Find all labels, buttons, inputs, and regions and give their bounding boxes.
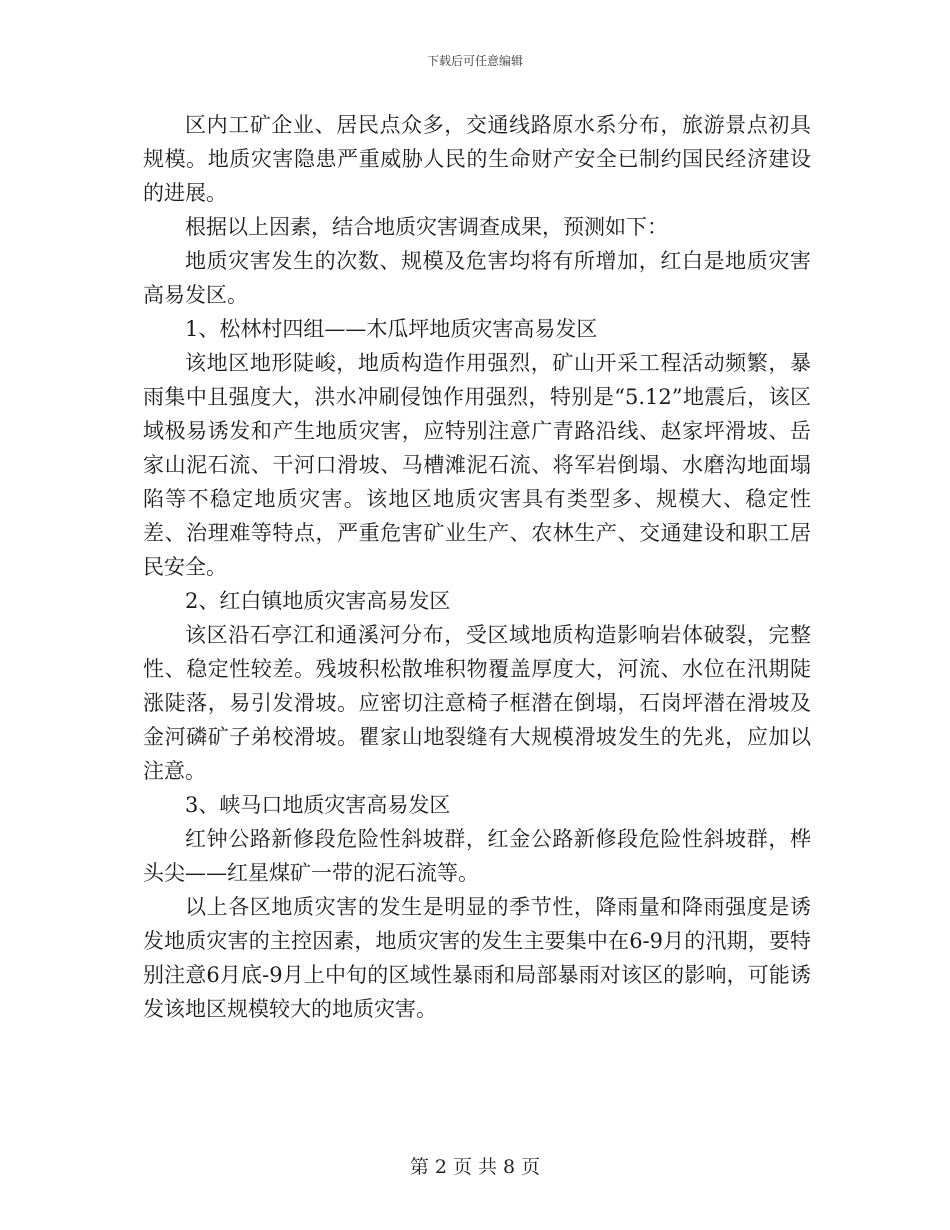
paragraph: 该地区地形陡峻，地质构造作用强烈，矿山开采工程活动频繁，暴雨集中且强度大，洪水冲刷侵蚀作用强烈，特别是“5.12”地震后，该区域极易诱发和产生地质灾害，应特别注意广青路沿线、赵家坪滑坡、岳家山泥石流、干河口滑坡、马槽滩泥石流、将军岩倒塌、水磨沟地面塌陷等不稳定地质灾害。该地区地质灾害具有类型多、规模大、稳定性差、治理难等特点，严重危害矿业生产、农林生产、交通建设和职工居民安全。 bbox=[143, 351, 811, 579]
paragraph: 该区沿石亭江和通溪河分布，受区域地质构造影响岩体破裂，完整性、稳定性较差。残坡积松散堆积物覆盖厚度大，河流、水位在汛期陡涨陡落，易引发滑坡。应密切注意椅子框潜在倒塌，石岗坪潜在滑坡及金河磷矿子弟校滑坡。瞿家山地裂缝有大规模滑坡发生的先兆，应加以注意。 bbox=[143, 623, 811, 783]
section-heading: 3、峡马口地质灾害高易发区 bbox=[185, 793, 451, 817]
paragraph: 以上各区地质灾害的发生是明显的季节性，降雨量和降雨强度是诱发地质灾害的主控因素，地质灾害的发生主要集中在6-9月的汛期，要特别注意6月底-9月上中旬的区域性暴雨和局部暴雨对该区的影响，可能诱发该地区规模较大的地质灾害。 bbox=[143, 895, 811, 1021]
document-body bbox=[143, 108, 811, 1026]
section-heading: 1、松林村四组——木瓜坪地质灾害高易发区 bbox=[185, 317, 598, 341]
section-heading: 2、红白镇地质灾害高易发区 bbox=[185, 589, 451, 613]
paragraph: 根据以上因素，结合地质灾害调查成果，预测如下： bbox=[185, 215, 668, 239]
page-header-note: 下载后可任意编辑 bbox=[426, 54, 523, 68]
paragraph: 地质灾害发生的次数、规模及危害均将有所增加，红白是地质灾害高易发区。 bbox=[143, 249, 811, 307]
page-number: 第 2 页 共 8 页 bbox=[409, 1156, 541, 1178]
paragraph: 区内工矿企业、居民点众多，交通线路原水系分布，旅游景点初具规模。地质灾害隐患严重威胁人民的生命财产安全已制约国民经济建设的进展。 bbox=[143, 113, 811, 205]
paragraph: 红钟公路新修段危险性斜坡群，红金公路新修段危险性斜坡群，桦头尖——红星煤矿一带的泥石流等。 bbox=[143, 827, 811, 885]
